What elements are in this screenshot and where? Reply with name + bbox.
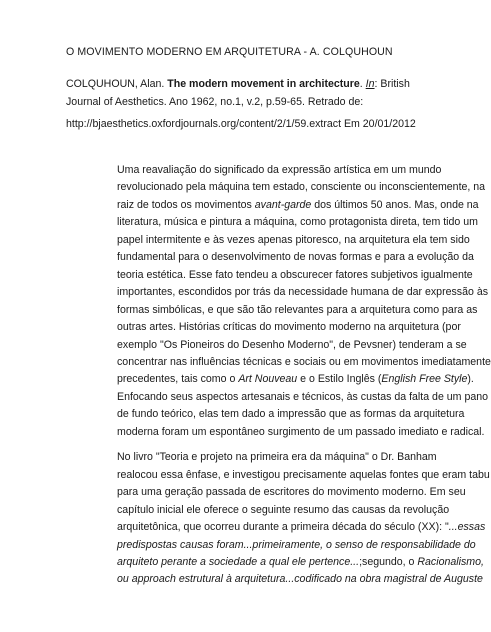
text-line: revolucionado pela máquina tem estado, consciente ou inconscientemente, na bbox=[117, 181, 486, 194]
text-line: literatura, música e pintura a máquina, como protagonista direta, tem tido um bbox=[117, 216, 478, 229]
text-line: realocou essa ênfase, e investigou precisamente aquelas fontes que eram tabu bbox=[117, 468, 490, 481]
text-line: Uma reavaliação do significado da expressão artística em um mundo bbox=[117, 164, 442, 176]
text-line: No livro "Teoria e projeto na primeira era da máquina" o Dr. Banham bbox=[117, 451, 437, 464]
citation-url-line: http://bjaesthetics.oxfordjournals.org/content/2/1/59.extract Em 20/01/2012 bbox=[66, 118, 416, 130]
body-text bbox=[66, 162, 491, 589]
citation-source: : British bbox=[374, 78, 410, 90]
italic-text: ou approach estrutural à arquitetura...codificado na obra magistral de Auguste bbox=[117, 573, 483, 586]
text-line bbox=[66, 537, 476, 554]
text-segment: precedentes, tais como o bbox=[117, 373, 239, 386]
text-segment bbox=[359, 556, 484, 568]
text-line bbox=[66, 197, 479, 214]
citation bbox=[66, 75, 416, 133]
text-line: papel intermitente e às vezes apenas pitoresco, na arquitetura ela tem sido bbox=[117, 233, 470, 246]
text-line: fundamental para o desenvolvimento de novas formas e para a evolução da bbox=[117, 251, 474, 264]
text-segment: arquitetônica, que ocorreu durante a primeira década do século (XX): " bbox=[117, 521, 449, 534]
paragraph-1 bbox=[66, 162, 491, 441]
italic-text: predispostas causas foram...primeiramente, o senso de responsabilidade do bbox=[117, 538, 476, 551]
text-line bbox=[66, 519, 486, 536]
paragraph-2 bbox=[66, 449, 490, 589]
text-line: concentrar nas influências técnicas e sociais ou em movimentos imediatamente bbox=[117, 355, 491, 368]
text-segment: e o Estilo Inglês ( bbox=[297, 373, 382, 386]
text-line: Enfocando seus aspectos artesanais e técnicos, às custas da falta de um pano bbox=[117, 390, 489, 403]
text-line: teoria estética. Esse fato tendeu a obscurecer fatores subjetivos igualmente bbox=[117, 268, 473, 281]
text-segment: raiz de todos os movimentos bbox=[117, 198, 255, 211]
text-line: capítulo inicial ele oferece o seguinte resumo das causas da revolução bbox=[117, 503, 450, 516]
italic-text: Racionalismo, bbox=[417, 555, 484, 568]
text-line: outras artes. Histórias críticas do movimento moderno na arquitetura (por bbox=[117, 321, 461, 334]
text-line: formas simbólicas, e que são tão relevantes para a arquitetura como para as bbox=[117, 303, 478, 316]
italic-text: English Free Style bbox=[381, 373, 468, 386]
citation-line-1: COLQUHOUN, Alan. The modern movement in architecture. In: British bbox=[66, 78, 410, 90]
italic-text: ...essas bbox=[448, 521, 486, 534]
text-line: moderna foram um espontâneo surgimento de um passado imediato e radical. bbox=[117, 425, 485, 438]
citation-author: COLQUHOUN, Alan. bbox=[66, 78, 165, 90]
italic-text: arquiteto perante a sociedade a qual ele pertence... bbox=[117, 555, 360, 568]
citation-line-2: Journal of Aesthetics. Ano 1962, no.1, v.2, p.59-65. Retrado de: bbox=[66, 96, 364, 108]
citation-work-title: The modern movement in architecture bbox=[167, 78, 360, 90]
text-line bbox=[66, 371, 474, 388]
text-line bbox=[66, 571, 483, 588]
text-line: importantes, escondidos por trás da necessidade humana de dar expressão às bbox=[117, 286, 489, 299]
text-line: para uma geração passada de escritores do movimento moderno. Em seu bbox=[117, 486, 466, 499]
text-segment: dos últimos 50 anos. Mas, onde na bbox=[311, 198, 479, 211]
text-segment: ;segundo, o bbox=[359, 555, 418, 568]
italic-text: avant-garde bbox=[254, 198, 312, 211]
text-line: exemplo "Os Pioneiros do Desenho Moderno", de Pevsner) tenderam a se bbox=[117, 338, 467, 351]
text-line bbox=[66, 554, 484, 571]
citation-in-label: In bbox=[365, 78, 375, 90]
italic-text: Art Nouveau bbox=[238, 373, 298, 386]
document-title: O MOVIMENTO MODERNO EM ARQUITETURA - A. COLQUHOUN bbox=[66, 46, 393, 58]
text-segment: ). bbox=[467, 373, 474, 386]
text-line: de fundo teórico, elas tem dado a impressão que as formas da arquitetura bbox=[117, 408, 465, 421]
